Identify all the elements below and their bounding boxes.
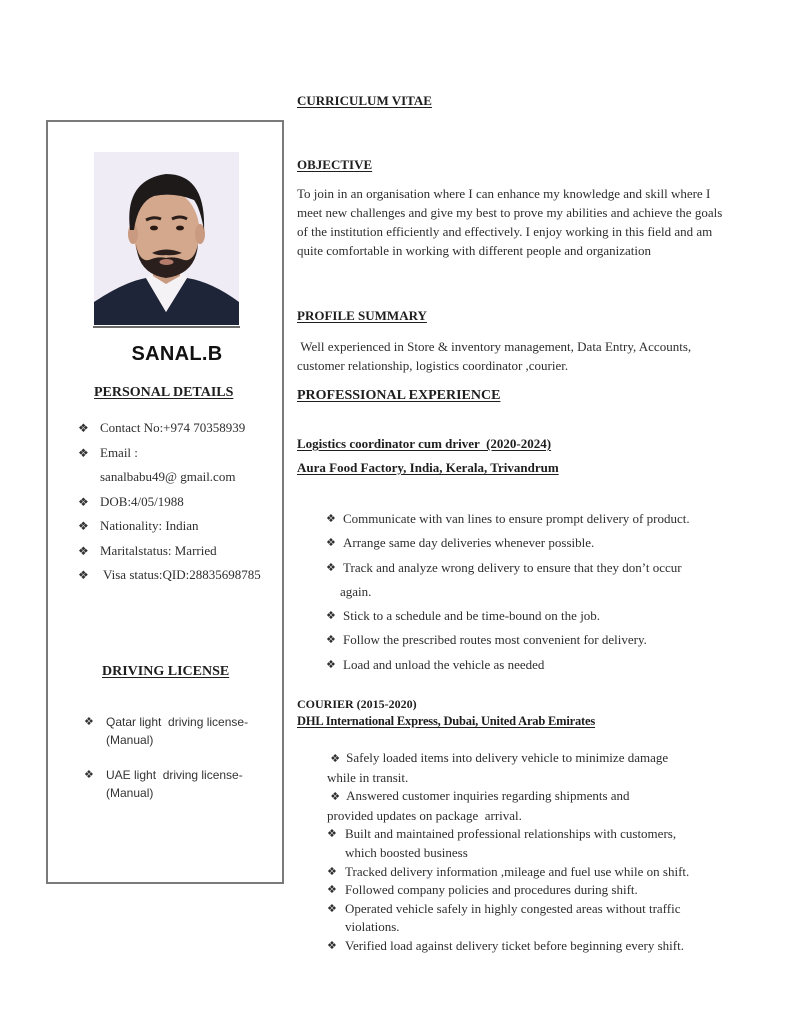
list-item: ❖ Built and maintained professional relationships with customers, which boosted business bbox=[327, 826, 677, 860]
diamond-bullet-icon: ❖ bbox=[78, 519, 89, 533]
profile-summary-heading: PROFILE SUMMARY bbox=[297, 308, 427, 323]
photo-underline bbox=[93, 326, 240, 328]
email-label: ❖ Email : bbox=[78, 441, 284, 466]
license-item-uae: ❖ UAE light driving license-(Manual) bbox=[84, 768, 243, 800]
job-company-dhl: DHL International Express, Dubai, United Arab Emirates bbox=[297, 714, 596, 728]
driving-license-list bbox=[84, 713, 274, 819]
list-item: ❖ Verified load against delivery ticket before beginning every shift. bbox=[327, 937, 737, 956]
job-title-logistics: Logistics coordinator cum driver (2020-2024) bbox=[297, 436, 552, 451]
driving-license-heading: DRIVING LICENSE bbox=[102, 664, 230, 679]
job-title-courier: COURIER (2015-2020) bbox=[297, 697, 417, 711]
diamond-bullet-icon: ❖ bbox=[326, 560, 336, 574]
list-item: ❖ Arrange same day deliveries whenever possible. bbox=[326, 531, 746, 555]
objective-text: To join in an organisation where I can enhance my knowledge and skill where I meet new challenges and give my best to prove my abilities and achieve the goals of the institution efficiently and effectively. I enjoy working in this field and am quite comfortable in working with different people and organization bbox=[297, 186, 723, 258]
diamond-bullet-icon: ❖ bbox=[78, 494, 89, 509]
job-bullets-courier bbox=[327, 749, 737, 956]
diamond-bullet-icon: ❖ bbox=[327, 864, 337, 878]
diamond-bullet-icon: ❖ bbox=[78, 421, 89, 435]
email-address[interactable]: sanalbabu49@ gmail.com bbox=[100, 469, 236, 484]
contact-number: ❖ Contact No:+974 70358939 bbox=[78, 416, 284, 441]
candidate-name: SANAL.B bbox=[131, 343, 223, 365]
list-item: ❖ Followed company policies and procedures during shift. bbox=[327, 881, 737, 900]
diamond-bullet-icon: ❖ bbox=[326, 657, 336, 671]
personal-details-list bbox=[78, 416, 284, 588]
diamond-bullet-icon: ❖ bbox=[326, 609, 336, 623]
list-item: ❖ Safely loaded items into delivery vehicle to minimize damage while in transit. bbox=[327, 750, 669, 785]
personal-details-heading: PERSONAL DETAILS bbox=[94, 385, 234, 400]
list-item: ❖ Load and unload the vehicle as needed bbox=[326, 653, 746, 677]
visa-status: ❖ Visa status:QID:28835698785 bbox=[78, 563, 284, 588]
diamond-bullet-icon: ❖ bbox=[327, 901, 337, 915]
nationality: ❖ Nationality: Indian bbox=[78, 514, 284, 539]
date-of-birth: ❖ DOB:4/05/1988 bbox=[78, 490, 284, 515]
diamond-bullet-icon: ❖ bbox=[330, 752, 341, 765]
list-item: ❖ Communicate with van lines to ensure prompt delivery of product. bbox=[326, 507, 746, 531]
job-bullets-logistics bbox=[326, 507, 746, 677]
list-item: ❖ Stick to a schedule and be time-bound on the job. bbox=[326, 604, 746, 628]
diamond-bullet-icon: ❖ bbox=[327, 827, 337, 841]
list-item: ❖ Track and analyze wrong delivery to ensure that they don’t occur again. bbox=[326, 556, 746, 605]
diamond-bullet-icon: ❖ bbox=[78, 568, 89, 582]
diamond-bullet-icon: ❖ bbox=[327, 883, 337, 897]
diamond-bullet-icon: ❖ bbox=[326, 512, 336, 525]
diamond-bullet-icon: ❖ bbox=[326, 536, 336, 550]
diamond-bullet-icon: ❖ bbox=[327, 938, 337, 952]
job-company-aura: Aura Food Factory, India, Kerala, Trivandrum bbox=[297, 460, 559, 475]
diamond-bullet-icon: ❖ bbox=[84, 715, 94, 728]
portrait-image bbox=[94, 152, 239, 325]
list-item: ❖ Follow the prescribed routes most convenient for delivery. bbox=[326, 628, 746, 652]
marital-status: ❖ Maritalstatus: Married bbox=[78, 539, 284, 564]
diamond-bullet-icon: ❖ bbox=[78, 543, 89, 558]
profile-photo bbox=[94, 152, 239, 325]
list-item: ❖ Answered customer inquiries regarding shipments and provided updates on package arrival. bbox=[327, 788, 630, 823]
document-title: CURRICULUM VITAE bbox=[297, 93, 432, 108]
profile-summary-text: Well experienced in Store & inventory management, Data Entry, Accounts, customer relationship, logistics coordinator ,courier. bbox=[297, 339, 695, 373]
license-item-qatar: ❖ Qatar light driving license-(Manual) bbox=[84, 715, 249, 747]
list-item: ❖ Operated vehicle safely in highly congested areas without traffic violations. bbox=[327, 900, 681, 935]
diamond-bullet-icon: ❖ bbox=[78, 445, 89, 460]
objective-heading: OBJECTIVE bbox=[297, 157, 373, 172]
list-item: ❖ Tracked delivery information ,mileage and fuel use while on shift. bbox=[327, 863, 737, 882]
professional-experience-heading: PROFESSIONAL EXPERIENCE bbox=[297, 388, 501, 403]
diamond-bullet-icon: ❖ bbox=[326, 633, 336, 647]
diamond-bullet-icon: ❖ bbox=[84, 768, 94, 781]
diamond-bullet-icon: ❖ bbox=[330, 790, 341, 804]
